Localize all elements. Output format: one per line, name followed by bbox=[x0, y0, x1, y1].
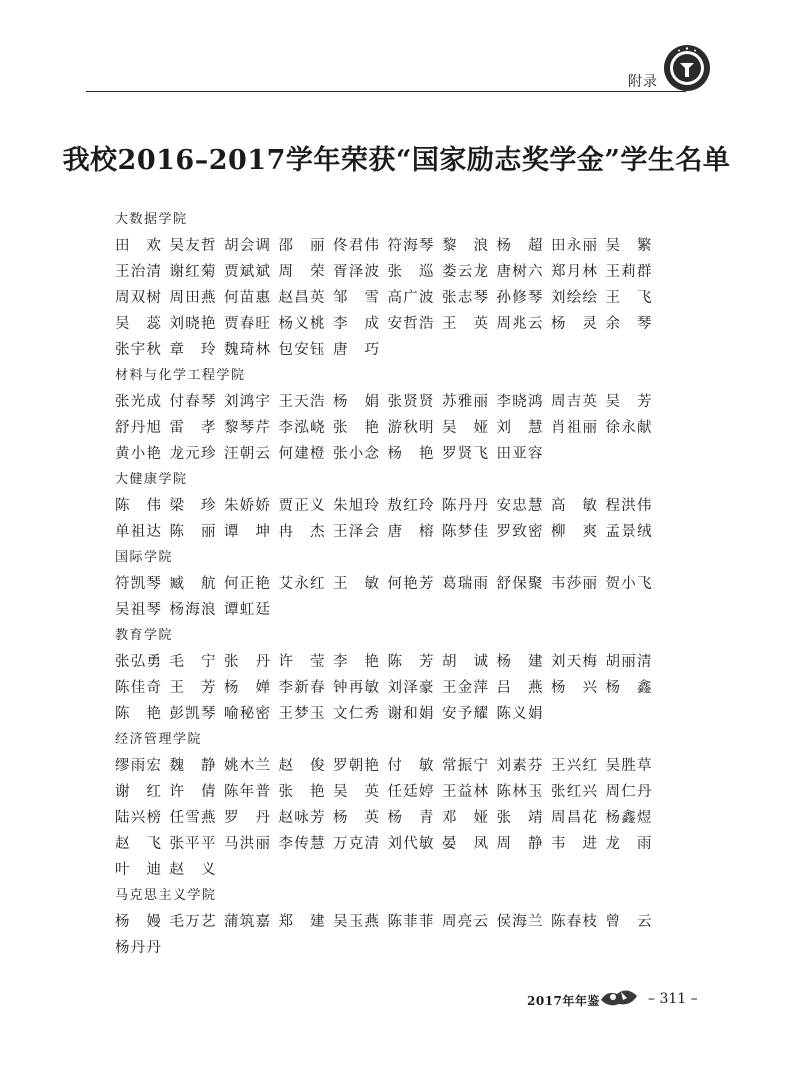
student-name: 何苗惠 bbox=[224, 290, 270, 306]
student-name: 黎琴芹 bbox=[224, 420, 270, 436]
college-section bbox=[115, 623, 675, 727]
student-name: 许倩 bbox=[169, 784, 216, 800]
student-name-grid bbox=[115, 571, 675, 623]
student-name: 葛瑞雨 bbox=[442, 576, 488, 592]
college-name: 大数据学院 bbox=[115, 212, 188, 227]
student-name-grid bbox=[115, 649, 675, 727]
student-name: 王治清 bbox=[115, 264, 161, 280]
student-name: 周昌花 bbox=[551, 810, 597, 826]
student-name: 朱娇娇 bbox=[224, 498, 270, 514]
student-name: 喻秘密 bbox=[224, 706, 270, 722]
college-section bbox=[115, 467, 675, 545]
student-name: 敖红玲 bbox=[387, 498, 434, 514]
student-name: 陈义娟 bbox=[496, 706, 543, 722]
student-name: 田永丽 bbox=[551, 238, 597, 254]
student-name: 田亚容 bbox=[496, 446, 543, 462]
student-name: 陈林玉 bbox=[496, 784, 543, 800]
student-name: 田欢 bbox=[115, 238, 161, 254]
student-name: 杨英 bbox=[333, 810, 379, 826]
student-name: 胡会调 bbox=[224, 238, 270, 254]
student-name: 孙修琴 bbox=[496, 290, 543, 306]
student-name: 张宇秋 bbox=[115, 342, 161, 358]
page-number: – 311 – bbox=[648, 991, 698, 1007]
student-name: 赵义 bbox=[169, 862, 216, 878]
student-name: 刘绘绘 bbox=[551, 290, 597, 306]
student-name-grid bbox=[115, 753, 675, 883]
college-name: 材料与化学工程学院 bbox=[115, 368, 246, 383]
student-name: 张巡 bbox=[387, 264, 434, 280]
student-name: 刘代敏 bbox=[387, 836, 434, 852]
student-name: 张志琴 bbox=[442, 290, 488, 306]
student-name: 周静 bbox=[496, 836, 543, 852]
student-name: 杨建 bbox=[496, 654, 543, 670]
student-name: 舒保聚 bbox=[496, 576, 543, 592]
student-name: 高广波 bbox=[387, 290, 434, 306]
student-name: 周仁丹 bbox=[605, 784, 652, 800]
student-name: 毛万艺 bbox=[169, 914, 216, 930]
student-name: 张光成 bbox=[115, 394, 161, 410]
student-name-grid bbox=[115, 389, 675, 467]
student-name: 杨娟 bbox=[333, 394, 379, 410]
student-name: 魏静 bbox=[169, 758, 216, 774]
student-name: 陈伟 bbox=[115, 498, 161, 514]
student-name: 陈梦佳 bbox=[442, 524, 488, 540]
student-name: 胥泽波 bbox=[333, 264, 379, 280]
student-name: 王益林 bbox=[442, 784, 488, 800]
student-name: 陈艳 bbox=[115, 706, 161, 722]
student-name: 罗朝艳 bbox=[333, 758, 379, 774]
yearbook-label: 2017年年鉴 bbox=[527, 994, 600, 1008]
student-name: 陈芳 bbox=[387, 654, 434, 670]
student-name: 刘泽豪 bbox=[387, 680, 434, 696]
student-name: 苏雅丽 bbox=[442, 394, 488, 410]
student-name: 陈佳奇 bbox=[115, 680, 161, 696]
student-name: 贾春旺 bbox=[224, 316, 270, 332]
student-name: 曾云 bbox=[605, 914, 652, 930]
student-name: 陆兴榜 bbox=[115, 810, 161, 826]
student-name: 唐榕 bbox=[387, 524, 434, 540]
student-name: 王兴红 bbox=[551, 758, 597, 774]
student-name: 李新春 bbox=[278, 680, 325, 696]
student-name: 晏凤 bbox=[442, 836, 488, 852]
student-name: 单祖达 bbox=[115, 524, 161, 540]
student-name: 谢红菊 bbox=[169, 264, 216, 280]
student-name: 包安钰 bbox=[278, 342, 325, 358]
student-name: 贾斌斌 bbox=[224, 264, 270, 280]
student-name: 张艳 bbox=[333, 420, 379, 436]
student-name: 陈菲菲 bbox=[387, 914, 434, 930]
student-name: 龙雨 bbox=[605, 836, 652, 852]
student-name: 钟再敏 bbox=[333, 680, 379, 696]
student-name: 周亮云 bbox=[442, 914, 488, 930]
student-name: 唐树六 bbox=[496, 264, 543, 280]
college-name: 经济管理学院 bbox=[115, 732, 203, 747]
student-name: 刘慧 bbox=[496, 420, 543, 436]
student-name: 王梦玉 bbox=[278, 706, 325, 722]
student-name: 叶迪 bbox=[115, 862, 161, 878]
student-name: 王敏 bbox=[333, 576, 379, 592]
student-name: 谭虹廷 bbox=[224, 602, 270, 618]
student-name: 周双树 bbox=[115, 290, 161, 306]
student-name: 龙元珍 bbox=[169, 446, 216, 462]
college-name: 马克思主义学院 bbox=[115, 888, 217, 903]
student-name: 郑月林 bbox=[551, 264, 597, 280]
college-section bbox=[115, 883, 675, 961]
student-name: 舒丹旭 bbox=[115, 420, 161, 436]
student-name: 贾正义 bbox=[278, 498, 325, 514]
student-name: 雷孝 bbox=[169, 420, 216, 436]
student-name: 符凯琴 bbox=[115, 576, 161, 592]
name-list bbox=[115, 207, 675, 961]
student-name: 艾永红 bbox=[278, 576, 325, 592]
university-seal-icon bbox=[663, 44, 711, 92]
student-name: 许莹 bbox=[278, 654, 325, 670]
student-name: 罗丹 bbox=[224, 810, 270, 826]
student-name: 李传慧 bbox=[278, 836, 325, 852]
student-name: 吴繁 bbox=[605, 238, 652, 254]
student-name: 张弘勇 bbox=[115, 654, 161, 670]
student-name: 朱旭玲 bbox=[333, 498, 379, 514]
student-name: 陈年普 bbox=[224, 784, 270, 800]
student-name: 杨鑫煜 bbox=[605, 810, 652, 826]
student-name: 章玲 bbox=[169, 342, 216, 358]
student-name: 赵俊 bbox=[278, 758, 325, 774]
student-name: 汪朝云 bbox=[224, 446, 270, 462]
student-name: 韦进 bbox=[551, 836, 597, 852]
student-name: 陈丽 bbox=[169, 524, 216, 540]
student-name: 万克清 bbox=[333, 836, 379, 852]
student-name: 张红兴 bbox=[551, 784, 597, 800]
student-name: 吴玉燕 bbox=[333, 914, 379, 930]
student-name: 蒲筑嘉 bbox=[224, 914, 270, 930]
student-name: 吴蕊 bbox=[115, 316, 161, 332]
student-name: 陈丹丹 bbox=[442, 498, 488, 514]
student-name: 黄小艳 bbox=[115, 446, 161, 462]
student-name: 陈春枝 bbox=[551, 914, 597, 930]
student-name: 刘晓艳 bbox=[169, 316, 216, 332]
student-name: 臧航 bbox=[169, 576, 216, 592]
student-name: 任廷婷 bbox=[387, 784, 434, 800]
student-name: 彭凯琴 bbox=[169, 706, 216, 722]
student-name: 罗致密 bbox=[496, 524, 543, 540]
student-name: 赵飞 bbox=[115, 836, 161, 852]
college-name: 教育学院 bbox=[115, 628, 174, 643]
student-name: 谢红 bbox=[115, 784, 161, 800]
student-name: 安忠慧 bbox=[496, 498, 543, 514]
student-name: 刘鸿宇 bbox=[224, 394, 270, 410]
student-name: 付春琴 bbox=[169, 394, 216, 410]
student-name: 周兆云 bbox=[496, 316, 543, 332]
student-name: 杨兴 bbox=[551, 680, 597, 696]
student-name: 何正艳 bbox=[224, 576, 270, 592]
student-name: 柳爽 bbox=[551, 524, 597, 540]
student-name: 余琴 bbox=[605, 316, 652, 332]
student-name: 程洪伟 bbox=[605, 498, 652, 514]
college-name: 大健康学院 bbox=[115, 472, 188, 487]
student-name: 佟君伟 bbox=[333, 238, 379, 254]
student-name: 刘天梅 bbox=[551, 654, 597, 670]
student-name: 赵咏芳 bbox=[278, 810, 325, 826]
college-name: 国际学院 bbox=[115, 550, 174, 565]
student-name: 吴娅 bbox=[442, 420, 488, 436]
student-name: 胡诚 bbox=[442, 654, 488, 670]
student-name: 常振宁 bbox=[442, 758, 488, 774]
student-name: 马洪丽 bbox=[224, 836, 270, 852]
student-name: 娄云龙 bbox=[442, 264, 488, 280]
student-name: 吴英 bbox=[333, 784, 379, 800]
student-name: 张艳 bbox=[278, 784, 325, 800]
student-name: 杨鑫 bbox=[605, 680, 652, 696]
student-name: 吴胜草 bbox=[605, 758, 652, 774]
student-name: 梁珍 bbox=[169, 498, 216, 514]
student-name: 吴芳 bbox=[605, 394, 652, 410]
student-name: 张平平 bbox=[169, 836, 216, 852]
college-section bbox=[115, 363, 675, 467]
student-name: 杨海浪 bbox=[169, 602, 216, 618]
student-name: 杨艳 bbox=[387, 446, 434, 462]
student-name: 王金萍 bbox=[442, 680, 488, 696]
student-name: 邓娅 bbox=[442, 810, 488, 826]
student-name: 杨嫚 bbox=[115, 914, 161, 930]
student-name: 姚木兰 bbox=[224, 758, 270, 774]
student-name: 安哲浩 bbox=[387, 316, 434, 332]
student-name: 符海琴 bbox=[387, 238, 434, 254]
student-name: 黎浪 bbox=[442, 238, 488, 254]
student-name: 赵昌英 bbox=[278, 290, 325, 306]
student-name: 李艳 bbox=[333, 654, 379, 670]
student-name: 吴友哲 bbox=[169, 238, 216, 254]
section-label: 附录 bbox=[628, 74, 658, 90]
student-name: 韦莎丽 bbox=[551, 576, 597, 592]
student-name-grid bbox=[115, 909, 675, 961]
student-name: 胡丽清 bbox=[605, 654, 652, 670]
college-section bbox=[115, 207, 675, 363]
student-name: 邵丽 bbox=[278, 238, 325, 254]
student-name: 杨青 bbox=[387, 810, 434, 826]
student-name: 谢和娟 bbox=[387, 706, 434, 722]
student-name: 徐永献 bbox=[605, 420, 652, 436]
student-name: 游秋明 bbox=[387, 420, 434, 436]
student-name: 任雪燕 bbox=[169, 810, 216, 826]
student-name: 毛宁 bbox=[169, 654, 216, 670]
student-name-grid bbox=[115, 493, 675, 545]
page-title: 我校2016–2017学年荣获“国家励志奖学金”学生名单 bbox=[62, 145, 731, 176]
student-name: 孟景绒 bbox=[605, 524, 652, 540]
student-name: 缪雨宏 bbox=[115, 758, 161, 774]
student-name: 周田燕 bbox=[169, 290, 216, 306]
student-name: 罗贤飞 bbox=[442, 446, 488, 462]
student-name: 王芳 bbox=[169, 680, 216, 696]
student-name: 杨灵 bbox=[551, 316, 597, 332]
student-name: 唐巧 bbox=[333, 342, 379, 358]
student-name: 侯海兰 bbox=[496, 914, 543, 930]
student-name: 付敏 bbox=[387, 758, 434, 774]
student-name: 周吉英 bbox=[551, 394, 597, 410]
college-section bbox=[115, 545, 675, 623]
yearbook-ornament-icon bbox=[597, 984, 641, 1010]
student-name: 李成 bbox=[333, 316, 379, 332]
college-section bbox=[115, 727, 675, 883]
student-name: 肖祖丽 bbox=[551, 420, 597, 436]
student-name: 郑建 bbox=[278, 914, 325, 930]
student-name: 杨超 bbox=[496, 238, 543, 254]
header-rule bbox=[86, 91, 686, 92]
student-name: 王泽会 bbox=[333, 524, 379, 540]
student-name: 杨义桃 bbox=[278, 316, 325, 332]
student-name: 高敏 bbox=[551, 498, 597, 514]
student-name: 冉杰 bbox=[278, 524, 325, 540]
student-name-grid bbox=[115, 233, 675, 363]
student-name: 何艳芳 bbox=[387, 576, 434, 592]
student-name: 王英 bbox=[442, 316, 488, 332]
student-name: 吴祖琴 bbox=[115, 602, 161, 618]
student-name: 王天浩 bbox=[278, 394, 325, 410]
student-name: 王飞 bbox=[605, 290, 652, 306]
student-name: 邹雪 bbox=[333, 290, 379, 306]
student-name: 周荣 bbox=[278, 264, 325, 280]
student-name: 谭坤 bbox=[224, 524, 270, 540]
student-name: 李晓鸿 bbox=[496, 394, 543, 410]
student-name: 刘素芬 bbox=[496, 758, 543, 774]
student-name: 贺小飞 bbox=[605, 576, 652, 592]
student-name: 魏琦林 bbox=[224, 342, 270, 358]
student-name: 吕燕 bbox=[496, 680, 543, 696]
student-name: 李泓峣 bbox=[278, 420, 325, 436]
student-name: 王莉群 bbox=[605, 264, 652, 280]
student-name: 安予耀 bbox=[442, 706, 488, 722]
student-name: 杨婵 bbox=[224, 680, 270, 696]
student-name: 何建橙 bbox=[278, 446, 325, 462]
student-name: 张靖 bbox=[496, 810, 543, 826]
student-name: 杨丹丹 bbox=[115, 940, 161, 956]
student-name: 张小念 bbox=[333, 446, 379, 462]
student-name: 文仁秀 bbox=[333, 706, 379, 722]
student-name: 张丹 bbox=[224, 654, 270, 670]
student-name: 张贤贤 bbox=[387, 394, 434, 410]
